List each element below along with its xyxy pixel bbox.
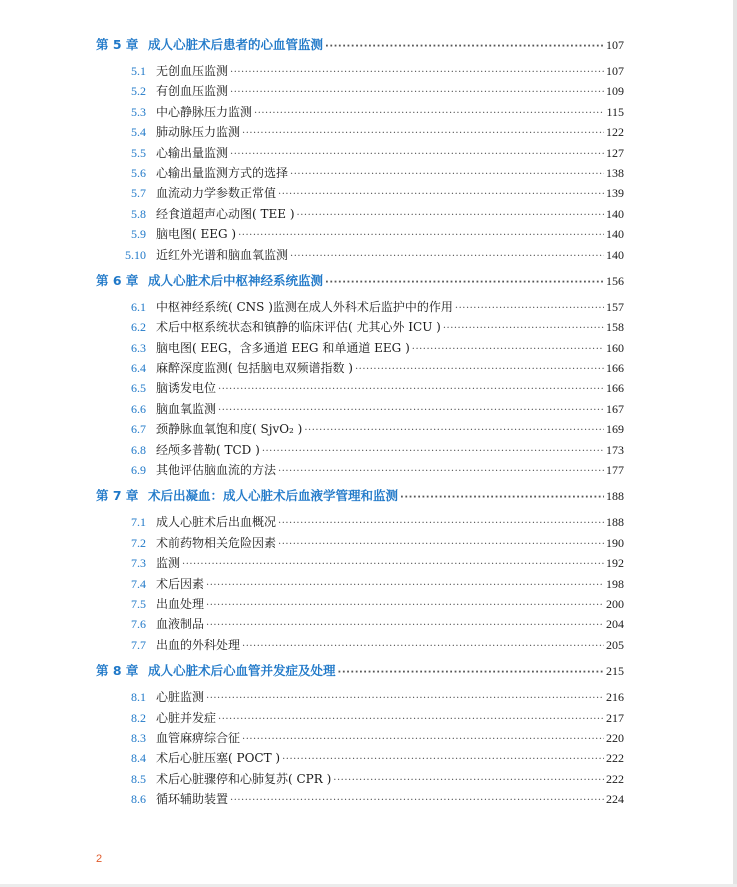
dot-leader — [282, 750, 604, 770]
section-number: 6.4 — [131, 361, 146, 376]
section-page: 173 — [606, 442, 624, 457]
dot-leader — [278, 462, 604, 482]
section-title: 循环辅助装置 — [156, 792, 229, 807]
section-number: 5.9 — [131, 227, 146, 242]
section-page: 157 — [606, 299, 624, 314]
section-title: 血流动力学参数正常值 — [156, 186, 277, 201]
section-entry[interactable] — [96, 143, 624, 163]
section-number: 8.6 — [131, 792, 146, 807]
section-title: 监测 — [156, 556, 181, 571]
section-entry[interactable] — [96, 789, 624, 809]
section-entry[interactable] — [96, 553, 624, 573]
section-number: 7.1 — [131, 515, 146, 530]
section-entry[interactable] — [96, 297, 624, 317]
chapter-title: 成人心脏术后中枢神经系统监测 — [148, 272, 324, 288]
dot-leader — [242, 637, 604, 657]
chapter-page: 188 — [606, 489, 624, 504]
section-page: 158 — [606, 320, 624, 335]
section-title: 麻醉深度监测( 包括脑电双频谱指数 ) — [156, 361, 353, 376]
section-page: 107 — [606, 64, 624, 78]
section-page: 109 — [606, 84, 624, 99]
section-title: 心输出量监测方式的选择 — [156, 165, 289, 180]
section-title: 近红外光谱和脑血氧监测 — [156, 247, 289, 262]
section-number: 6.2 — [131, 320, 146, 335]
section-title: 中心静脉压力监测 — [156, 104, 253, 119]
section-number: 8.2 — [131, 710, 146, 725]
section-entry[interactable] — [96, 224, 624, 244]
section-number: 6.8 — [131, 442, 146, 457]
section-number: 5.1 — [131, 64, 146, 78]
section-title: 其他评估脑血流的方法 — [156, 463, 277, 478]
section-entry[interactable] — [96, 338, 624, 358]
dot-leader — [242, 124, 604, 144]
section-number: 6.6 — [131, 401, 146, 416]
section-entry[interactable] — [96, 512, 624, 532]
dot-leader — [290, 165, 604, 185]
section-entry[interactable] — [96, 183, 624, 203]
section-number: 6.9 — [131, 463, 146, 478]
dot-leader — [325, 36, 604, 58]
section-number: 8.5 — [131, 771, 146, 786]
chapter-heading[interactable] — [96, 485, 624, 507]
dot-leader — [242, 730, 604, 750]
section-entry[interactable] — [96, 687, 624, 707]
section-entry[interactable] — [96, 635, 624, 655]
section-entry[interactable] — [96, 245, 624, 265]
chapter-title: 成人心脏术后患者的心血管监测 — [148, 37, 324, 52]
section-title: 中枢神经系统( CNS )监测在成人外科术后监护中的作用 — [156, 299, 453, 314]
section-title: 脑电图( EEG，含多通道 EEG 和单通道 EEG ) — [156, 340, 410, 355]
section-entry[interactable] — [96, 748, 624, 768]
section-title: 经食道超声心动图( TEE ) — [156, 206, 295, 221]
section-entry[interactable] — [96, 614, 624, 634]
section-number: 7.5 — [131, 596, 146, 611]
section-title: 无创血压监测 — [156, 64, 229, 78]
section-title: 术后心脏压塞( POCT ) — [156, 751, 281, 766]
section-entry[interactable] — [96, 399, 624, 419]
section-title: 心脏监测 — [156, 690, 205, 705]
section-entry[interactable] — [96, 163, 624, 183]
page-number: 2 — [96, 853, 103, 865]
section-title: 脑电图( EEG ) — [156, 227, 237, 242]
section-title: 术后心脏骤停和心肺复苏( CPR ) — [156, 771, 332, 786]
section-page: 204 — [606, 617, 624, 632]
section-entry[interactable] — [96, 460, 624, 480]
section-page: 160 — [606, 340, 624, 355]
section-page: 177 — [606, 463, 624, 478]
dot-leader — [355, 360, 604, 380]
section-number: 5.5 — [131, 145, 146, 160]
dot-leader — [230, 63, 604, 83]
section-title: 心输出量监测 — [156, 145, 229, 160]
section-title: 脑血氧监测 — [156, 401, 217, 416]
section-number: 8.3 — [131, 730, 146, 745]
dot-leader — [230, 791, 604, 811]
chapter-page: 156 — [606, 273, 624, 288]
section-title: 心脏并发症 — [156, 710, 217, 725]
dot-leader — [290, 247, 604, 267]
section-page: 167 — [606, 401, 624, 416]
dot-leader — [333, 771, 604, 791]
dot-leader — [218, 380, 604, 400]
dot-leader — [182, 555, 604, 575]
section-page: 198 — [606, 576, 624, 591]
section-entry[interactable] — [96, 122, 624, 142]
section-entry[interactable] — [96, 440, 624, 460]
section-page: 217 — [606, 710, 624, 725]
section-title: 术前药物相关危险因素 — [156, 535, 277, 550]
section-entry[interactable] — [96, 317, 624, 337]
section-page: 127 — [606, 145, 624, 160]
section-page: 188 — [606, 515, 624, 530]
section-page: 140 — [606, 227, 624, 242]
dot-leader — [206, 576, 604, 596]
dot-leader — [338, 662, 604, 684]
section-title: 成人心脏术后出血概况 — [156, 515, 277, 530]
section-number: 5.3 — [131, 104, 146, 119]
section-title: 血液制品 — [156, 617, 205, 632]
section-number: 7.7 — [131, 637, 146, 652]
section-entry[interactable] — [96, 574, 624, 594]
dot-leader — [218, 401, 604, 421]
section-entry[interactable] — [96, 728, 624, 748]
dot-leader — [297, 206, 604, 226]
section-number: 7.2 — [131, 535, 146, 550]
chapter-number: 第 7 章 — [96, 488, 139, 504]
section-number: 7.4 — [131, 576, 146, 591]
dot-leader — [206, 616, 604, 636]
table-of-contents — [96, 34, 624, 810]
chapter-heading[interactable] — [96, 270, 624, 292]
section-number: 6.1 — [131, 299, 146, 314]
section-number: 5.7 — [131, 186, 146, 201]
section-entry[interactable] — [96, 61, 624, 81]
dot-leader — [230, 83, 604, 103]
section-entry[interactable] — [96, 708, 624, 728]
dot-leader — [206, 689, 604, 709]
chapter-number: 第 5 章 — [96, 37, 139, 52]
section-page: 169 — [606, 422, 624, 437]
section-number: 6.5 — [131, 381, 146, 396]
dot-leader — [218, 710, 604, 730]
dot-leader — [304, 421, 604, 441]
chapter-page: 107 — [606, 38, 624, 52]
section-number: 7.6 — [131, 617, 146, 632]
dot-leader — [278, 514, 604, 534]
section-entry[interactable] — [96, 533, 624, 553]
section-number: 5.4 — [131, 125, 146, 140]
section-entry[interactable] — [96, 378, 624, 398]
chapter-title: 术后出凝血：成人心脏术后血液学管理和监测 — [148, 488, 399, 504]
section-title: 血管麻痹综合征 — [156, 730, 241, 745]
chapter-heading[interactable] — [96, 660, 624, 682]
section-title: 出血的外科处理 — [156, 637, 241, 652]
section-title: 肺动脉压力监测 — [156, 125, 241, 140]
section-entry[interactable] — [96, 419, 624, 439]
section-page: 220 — [606, 730, 624, 745]
section-page: 190 — [606, 535, 624, 550]
section-title: 经颅多普勒( TCD ) — [156, 442, 260, 457]
section-page: 222 — [606, 751, 624, 766]
section-title: 术后因素 — [156, 576, 205, 591]
chapter-number: 第 6 章 — [96, 272, 139, 288]
section-number: 6.3 — [131, 340, 146, 355]
section-page: 224 — [606, 792, 624, 807]
section-title: 术后中枢系统状态和镇静的临床评估( 尤其心外 ICU ) — [156, 320, 441, 335]
dot-leader — [278, 185, 604, 205]
section-entry[interactable] — [96, 204, 624, 224]
section-page: 205 — [606, 637, 624, 652]
section-number: 7.3 — [131, 556, 146, 571]
section-number: 6.7 — [131, 422, 146, 437]
section-page: 166 — [606, 381, 624, 396]
section-number: 5.10 — [125, 247, 146, 262]
dot-leader — [412, 340, 604, 360]
dot-leader — [206, 596, 604, 616]
section-number: 8.4 — [131, 751, 146, 766]
section-page: 122 — [606, 125, 624, 140]
page-edge — [733, 0, 737, 887]
section-page: 140 — [606, 206, 624, 221]
dot-leader — [443, 319, 604, 339]
chapter-number: 第 8 章 — [96, 663, 139, 679]
dot-leader — [230, 145, 604, 165]
chapter-title: 成人心脏术后心血管并发症及处理 — [148, 663, 336, 679]
section-page: 192 — [606, 556, 624, 571]
section-page: 222 — [606, 771, 624, 786]
section-number: 8.1 — [131, 690, 146, 705]
section-page: 115 — [606, 104, 624, 119]
section-title: 出血处理 — [156, 596, 205, 611]
section-number: 5.8 — [131, 206, 146, 221]
section-page: 200 — [606, 596, 624, 611]
section-number: 5.2 — [131, 84, 146, 99]
dot-leader — [238, 226, 604, 246]
section-title: 脑诱发电位 — [156, 381, 217, 396]
section-page: 139 — [606, 186, 624, 201]
chapter-page: 215 — [606, 664, 624, 679]
section-number: 5.6 — [131, 165, 146, 180]
section-entry[interactable] — [96, 594, 624, 614]
chapter-heading[interactable] — [96, 34, 624, 56]
section-page: 166 — [606, 361, 624, 376]
dot-leader — [455, 299, 604, 319]
section-entry[interactable] — [96, 81, 624, 101]
section-page: 216 — [606, 690, 624, 705]
section-page: 140 — [606, 247, 624, 262]
dot-leader — [278, 535, 604, 555]
section-page: 138 — [606, 165, 624, 180]
section-title: 颈静脉血氧饱和度( SjvO₂ ) — [156, 422, 303, 437]
section-entry[interactable] — [96, 102, 624, 122]
section-entry[interactable] — [96, 358, 624, 378]
dot-leader — [262, 442, 604, 462]
section-entry[interactable] — [96, 769, 624, 789]
section-title: 有创血压监测 — [156, 84, 229, 99]
dot-leader — [254, 104, 604, 124]
dot-leader — [400, 487, 604, 509]
dot-leader — [325, 272, 604, 294]
